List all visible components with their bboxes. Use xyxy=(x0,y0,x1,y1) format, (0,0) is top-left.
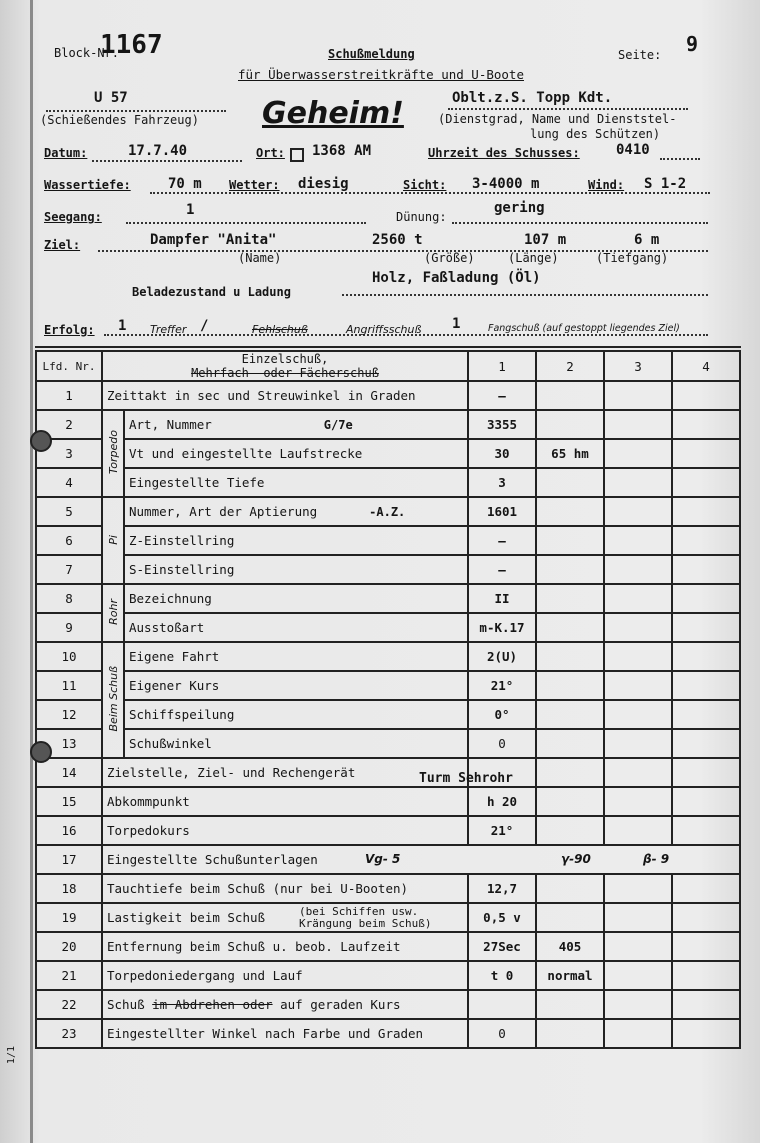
row-c4 xyxy=(672,990,740,1019)
row-label: Torpedokurs xyxy=(102,816,468,845)
row-nr: 16 xyxy=(36,816,102,845)
row-label xyxy=(124,497,468,526)
row-note-c: β- 9 xyxy=(643,852,670,866)
row-nr: 8 xyxy=(36,584,102,613)
place-grid-icon xyxy=(290,148,304,162)
row-label: Eingestellter Winkel nach Farbe und Graden xyxy=(102,1019,468,1048)
row-c1: 21° xyxy=(468,671,536,700)
row-c3 xyxy=(604,874,672,903)
row-c2 xyxy=(536,787,604,816)
row-label: Eingestellte Tiefe xyxy=(124,468,468,497)
date-value: 17.7.40 xyxy=(128,143,188,159)
rank-label-1: (Dienstgrad, Name und Dienststel- xyxy=(438,112,677,126)
row-c4 xyxy=(672,729,740,758)
row-label xyxy=(102,990,468,1019)
row-c3 xyxy=(604,468,672,497)
block-nr-label: Block-Nr. xyxy=(54,46,120,60)
table-row xyxy=(36,845,740,874)
target-length-value: 107 m xyxy=(524,232,567,248)
wind-label: Wind: xyxy=(588,178,625,192)
row-note: Turm Sehrohr xyxy=(419,771,513,786)
row-c3 xyxy=(604,613,672,642)
attack-label: Angriffsschuß xyxy=(346,323,422,336)
table-row xyxy=(36,903,740,932)
row-label: Schußwinkel xyxy=(124,729,468,758)
hits-label: Treffer xyxy=(150,323,187,336)
row-c2 xyxy=(536,555,604,584)
page-label: Seite: xyxy=(618,48,662,62)
col-header-shot-line2: Mehrfach- oder Fächerschuß xyxy=(191,366,379,380)
row-c2 xyxy=(536,526,604,555)
punch-hole xyxy=(30,430,52,452)
row-label: Tauchtiefe beim Schuß (nur bei U-Booten) xyxy=(102,874,468,903)
row-c2 xyxy=(536,381,604,410)
row-c4 xyxy=(672,439,740,468)
row-c1: 0,5 v xyxy=(468,903,536,932)
row-c1: t 0 xyxy=(468,961,536,990)
row-c1: 1601 xyxy=(468,497,536,526)
table-row xyxy=(36,990,740,1019)
row-c3 xyxy=(604,671,672,700)
col-header-3: 3 xyxy=(604,351,672,381)
row-c1: — xyxy=(468,555,536,584)
row-c3 xyxy=(604,932,672,961)
rank-dots xyxy=(448,108,688,110)
row-c2 xyxy=(536,468,604,497)
row-c3 xyxy=(604,758,672,787)
vessel-dots xyxy=(46,110,226,112)
row-nr: 14 xyxy=(36,758,102,787)
table-row xyxy=(36,613,740,642)
row-c2 xyxy=(536,903,604,932)
row-c2 xyxy=(536,613,604,642)
rank-value: Oblt.z.S. Topp Kdt. xyxy=(452,90,613,106)
row-c1: 2(U) xyxy=(468,642,536,671)
table-row xyxy=(36,439,740,468)
seastate-dots xyxy=(126,222,366,224)
target-draft-caption: (Tiefgang) xyxy=(596,251,669,265)
group-rohr-label: Rohr xyxy=(106,598,120,625)
row-c1: h 20 xyxy=(468,787,536,816)
vessel-label: (Schießendes Fahrzeug) xyxy=(40,113,199,127)
miss-value: / xyxy=(200,318,209,334)
seastate-value: 1 xyxy=(186,202,195,218)
row-c4 xyxy=(672,497,740,526)
place-label: Ort: xyxy=(256,146,285,160)
row-c4 xyxy=(672,1019,740,1048)
row-c2 xyxy=(536,758,604,787)
row-label: Eigene Fahrt xyxy=(124,642,468,671)
row-c3 xyxy=(604,526,672,555)
row-label-struck: im Abdrehen oder xyxy=(152,997,273,1012)
col-header-4: 4 xyxy=(672,351,740,381)
row-c2 xyxy=(536,497,604,526)
row-label: Vt und eingestellte Laufstrecke xyxy=(124,439,468,468)
row-c4 xyxy=(672,903,740,932)
row-c4 xyxy=(672,961,740,990)
table-row xyxy=(36,874,740,903)
time-value: 0410 xyxy=(616,142,650,158)
row-label-a: Schuß xyxy=(107,997,153,1012)
row-c3 xyxy=(604,1019,672,1048)
row-note-b: γ-90 xyxy=(561,852,591,866)
row-label: Schiffspeilung xyxy=(124,700,468,729)
row-nr: 15 xyxy=(36,787,102,816)
shot-table xyxy=(35,350,741,1049)
row-c4 xyxy=(672,526,740,555)
row-c3 xyxy=(604,555,672,584)
row-label: S-Einstellring xyxy=(124,555,468,584)
row-label-text: Eingestellte Schußunterlagen xyxy=(107,852,318,867)
row-c3 xyxy=(604,700,672,729)
row-c4 xyxy=(672,787,740,816)
row-nr: 17 xyxy=(36,845,102,874)
row-c4 xyxy=(672,642,740,671)
hits-value: 1 xyxy=(118,318,127,334)
table-row xyxy=(36,642,740,671)
line3-dots xyxy=(150,192,710,194)
depth-value: 70 m xyxy=(168,176,202,192)
group-pi-label: Pi xyxy=(106,535,120,545)
col-header-1: 1 xyxy=(468,351,536,381)
row-label-text: Lastigkeit beim Schuß xyxy=(107,910,266,925)
row-c3 xyxy=(604,990,672,1019)
row-label xyxy=(124,410,468,439)
row-c4 xyxy=(672,932,740,961)
row-note-line1: (bei Schiffen usw. xyxy=(299,905,419,918)
row-c2 xyxy=(536,584,604,613)
row-c2: 65 hm xyxy=(536,439,604,468)
row-c1: — xyxy=(468,381,536,410)
row-c3 xyxy=(604,584,672,613)
row-note: -A.Z. xyxy=(369,505,406,519)
date-dots xyxy=(92,160,242,162)
target-label: Ziel: xyxy=(44,238,81,252)
row-label: Zeittakt in sec und Streuwinkel in Graden xyxy=(102,381,468,410)
row-c2 xyxy=(536,671,604,700)
swell-label: Dünung: xyxy=(396,210,447,224)
row-c1: — xyxy=(468,526,536,555)
row-label: Z-Einstellring xyxy=(124,526,468,555)
row-nr: 11 xyxy=(36,671,102,700)
table-row xyxy=(36,729,740,758)
load-dots xyxy=(342,294,708,296)
table-row xyxy=(36,1019,740,1048)
row-nr: 21 xyxy=(36,961,102,990)
row-c4 xyxy=(672,874,740,903)
swell-value: gering xyxy=(494,200,545,216)
row-nr: 10 xyxy=(36,642,102,671)
date-label: Datum: xyxy=(44,146,88,160)
row-c4 xyxy=(672,555,740,584)
block-nr-value: 1167 xyxy=(100,30,163,60)
time-dots xyxy=(660,158,700,160)
row-nr: 3 xyxy=(36,439,102,468)
punch-hole xyxy=(30,741,52,763)
row-label xyxy=(102,845,740,874)
row-nr: 2 xyxy=(36,410,102,439)
row-c1: 3 xyxy=(468,468,536,497)
row-label: Eigener Kurs xyxy=(124,671,468,700)
row-nr: 9 xyxy=(36,613,102,642)
row-label-text: Art, Nummer xyxy=(129,417,212,432)
table-row xyxy=(36,555,740,584)
row-nr: 12 xyxy=(36,700,102,729)
weather-label: Wetter: xyxy=(229,178,280,192)
table-row xyxy=(36,497,740,526)
row-label: Abkommpunkt xyxy=(102,787,468,816)
table-row xyxy=(36,671,740,700)
row-c1: 0 xyxy=(468,1019,536,1048)
group-torpedo xyxy=(102,410,124,497)
row-c4 xyxy=(672,613,740,642)
row-c3 xyxy=(604,816,672,845)
row-c4 xyxy=(672,584,740,613)
target-size-caption: (Größe) xyxy=(424,251,475,265)
row-c1: 21° xyxy=(468,816,536,845)
row-c2 xyxy=(536,874,604,903)
row-c1 xyxy=(468,990,536,1019)
row-c2 xyxy=(536,410,604,439)
page-value: 9 xyxy=(686,32,699,56)
time-label: Uhrzeit des Schusses: xyxy=(428,146,580,160)
target-length-caption: (Länge) xyxy=(508,251,559,265)
group-rohr xyxy=(102,584,124,642)
table-row xyxy=(36,468,740,497)
wind-value: S 1-2 xyxy=(644,176,687,192)
row-nr: 5 xyxy=(36,497,102,526)
row-label xyxy=(102,758,513,787)
col-header-2: 2 xyxy=(536,351,604,381)
row-c2 xyxy=(536,990,604,1019)
table-row xyxy=(36,584,740,613)
row-c3 xyxy=(604,787,672,816)
row-c3 xyxy=(604,729,672,758)
group-schuss xyxy=(102,642,124,758)
attack-value: 1 xyxy=(452,316,461,332)
form-title: Schußmeldung xyxy=(328,47,415,61)
row-c4 xyxy=(672,381,740,410)
row-nr: 19 xyxy=(36,903,102,932)
table-row xyxy=(36,526,740,555)
row-c1: 3355 xyxy=(468,410,536,439)
page-edge xyxy=(30,0,33,1143)
table-row xyxy=(36,787,740,816)
row-note-line2: Krängung beim Schuß) xyxy=(299,917,432,930)
weather-value: diesig xyxy=(298,176,349,192)
row-label-text: Nummer, Art der Aptierung xyxy=(129,504,318,519)
target-name-caption: (Name) xyxy=(238,251,282,265)
row-c1: 27Sec xyxy=(468,932,536,961)
target-size-value: 2560 t xyxy=(372,232,423,248)
table-row xyxy=(36,700,740,729)
row-c3 xyxy=(604,439,672,468)
load-label: Beladezustand u Ladung xyxy=(132,285,291,299)
row-nr: 13 xyxy=(36,729,102,758)
table-row xyxy=(36,410,740,439)
load-value: Holz, Faßladung (Öl) xyxy=(372,270,541,286)
seastate-label: Seegang: xyxy=(44,210,102,224)
col-header-shot-line1: Einzelschuß, xyxy=(241,352,329,366)
row-note xyxy=(299,906,431,930)
row-c1: 0 xyxy=(468,729,536,758)
row-nr: 22 xyxy=(36,990,102,1019)
row-c1: II xyxy=(468,584,536,613)
row-c3 xyxy=(604,410,672,439)
row-nr: 1 xyxy=(36,381,102,410)
row-c4 xyxy=(672,816,740,845)
row-c4 xyxy=(672,700,740,729)
row-nr: 7 xyxy=(36,555,102,584)
row-c2 xyxy=(536,1019,604,1048)
row-c3 xyxy=(604,381,672,410)
success-label: Erfolg: xyxy=(44,323,95,337)
target-draft-value: 6 m xyxy=(634,232,660,248)
row-c1: 0° xyxy=(468,700,536,729)
row-c4 xyxy=(672,758,740,787)
group-pi xyxy=(102,497,124,584)
place-value: 1368 AM xyxy=(312,143,372,159)
vessel-value: U 57 xyxy=(94,90,128,106)
row-label-b: auf geraden Kurs xyxy=(272,997,401,1012)
row-c3 xyxy=(604,497,672,526)
row-nr: 23 xyxy=(36,1019,102,1048)
row-c2 xyxy=(536,700,604,729)
row-nr: 6 xyxy=(36,526,102,555)
table-row xyxy=(36,961,740,990)
target-name-value: Dampfer "Anita" xyxy=(150,232,277,248)
row-label: Ausstoßart xyxy=(124,613,468,642)
visibility-label: Sicht: xyxy=(403,178,447,192)
row-note: G/7e xyxy=(323,418,353,432)
row-note-a: Vg- 5 xyxy=(365,852,401,866)
row-c2 xyxy=(536,642,604,671)
col-header-shot xyxy=(102,351,468,381)
table-header-row xyxy=(36,351,740,381)
row-c3 xyxy=(604,903,672,932)
row-label: Entfernung beim Schuß u. beob. Laufzeit xyxy=(102,932,468,961)
row-c4 xyxy=(672,410,740,439)
table-row xyxy=(36,932,740,961)
row-label-text: Zielstelle, Ziel- und Rechengerät xyxy=(107,765,356,780)
row-c2: normal xyxy=(536,961,604,990)
form-subtitle: für Überwasserstreitkräfte und U-Boote xyxy=(238,67,524,82)
col-header-nr: Lfd. Nr. xyxy=(36,351,102,381)
row-label: Torpedoniedergang und Lauf xyxy=(102,961,468,990)
row-c1: m-K.17 xyxy=(468,613,536,642)
group-schuss-label: Beim Schuß xyxy=(106,665,120,732)
row-c4 xyxy=(672,671,740,700)
row-c2: 405 xyxy=(536,932,604,961)
row-c3 xyxy=(604,642,672,671)
catch-label: Fangschuß (auf gestoppt liegendes Ziel) xyxy=(488,323,680,334)
secret-stamp: Geheim! xyxy=(262,96,404,131)
row-c2 xyxy=(536,729,604,758)
table-row xyxy=(36,381,740,410)
depth-label: Wassertiefe: xyxy=(44,178,131,192)
row-c2 xyxy=(536,816,604,845)
miss-label: Fehlschuß xyxy=(252,323,308,336)
row-label xyxy=(102,903,468,932)
group-torpedo-label: Torpedo xyxy=(106,429,120,475)
margin-note: 1/1 xyxy=(6,1046,17,1065)
rank-label-2: lung des Schützen) xyxy=(530,127,661,141)
row-c3 xyxy=(604,961,672,990)
row-label: Bezeichnung xyxy=(124,584,468,613)
row-c1: 30 xyxy=(468,439,536,468)
header-rule xyxy=(35,346,741,348)
row-nr: 4 xyxy=(36,468,102,497)
row-c4 xyxy=(672,468,740,497)
row-nr: 20 xyxy=(36,932,102,961)
table-row xyxy=(36,816,740,845)
row-c1: 12,7 xyxy=(468,874,536,903)
row-nr: 18 xyxy=(36,874,102,903)
table-row xyxy=(36,758,740,787)
visibility-value: 3-4000 m xyxy=(472,176,540,192)
swell-dots xyxy=(452,222,708,224)
